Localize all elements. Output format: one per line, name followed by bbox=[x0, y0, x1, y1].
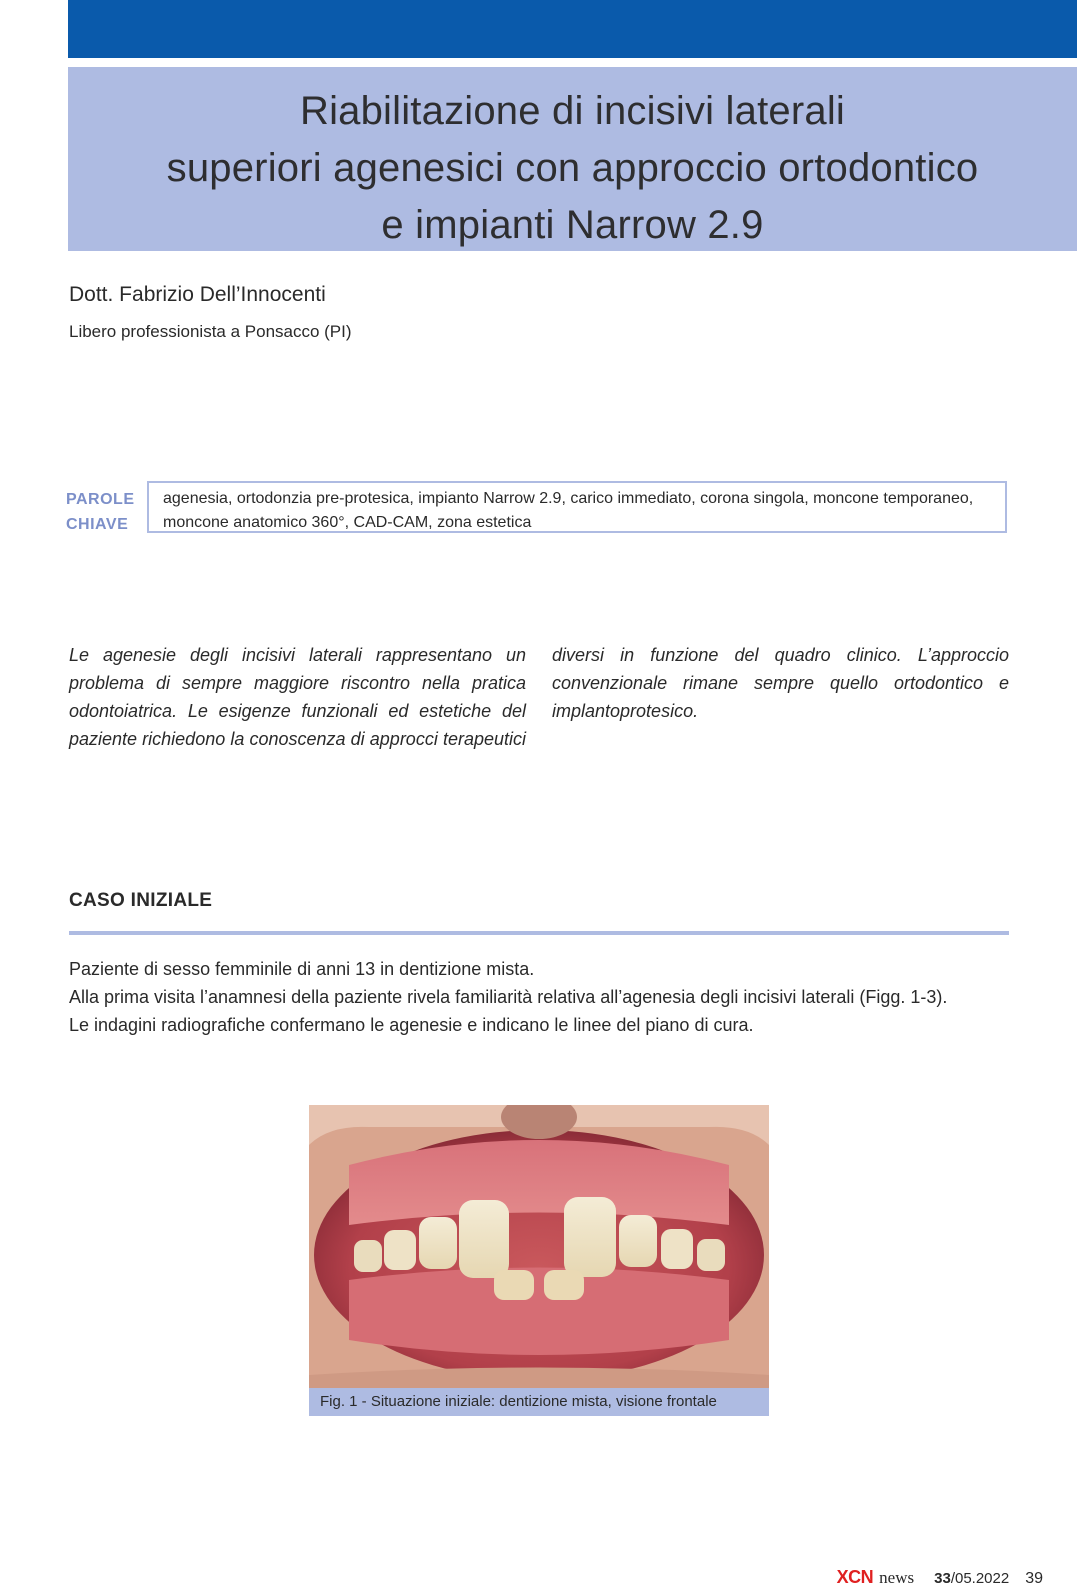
keywords-box: agenesia, ortodonzia pre-protesica, impianto Narrow 2.9, carico immediato, corona singola, moncone temporaneo, moncone anatomico 360°, CAD-CAM, zona estetica bbox=[147, 481, 1007, 533]
body-paragraph-1: Paziente di sesso femminile di anni 13 in dentizione mista. bbox=[69, 959, 535, 979]
page-number: 39 bbox=[1025, 1570, 1043, 1587]
keywords-label-line-2: CHIAVE bbox=[66, 516, 129, 533]
author-name: Dott. Fabrizio Dell’Innocenti bbox=[69, 283, 326, 306]
issue-info bbox=[934, 1570, 1009, 1587]
figure-caption: Fig. 1 - Situazione iniziale: dentizione mista, visione frontale bbox=[309, 1388, 769, 1416]
keywords-label bbox=[66, 487, 134, 537]
top-color-bar bbox=[68, 0, 1077, 58]
issue-number: 33 bbox=[934, 1570, 951, 1587]
title-line-3: e impianti Narrow 2.9 bbox=[381, 203, 764, 247]
body-paragraph-3: Le indagini radiografiche confermano le agenesie e indicano le linee del piano di cura. bbox=[69, 1015, 754, 1035]
article-title bbox=[68, 67, 1077, 254]
body-paragraph-2: Alla prima visita l’anamnesi della paziente rivela familiarità relativa all’agenesia degli incisivi laterali (Figg. 1-3). bbox=[69, 987, 948, 1007]
dental-photo-illustration bbox=[309, 1105, 769, 1388]
figure-1 bbox=[309, 1105, 769, 1416]
dental-photo bbox=[309, 1105, 769, 1388]
title-line-1: Riabilitazione di incisivi laterali bbox=[299, 89, 845, 133]
abstract-text: Le agenesie degli incisivi laterali rappresentano un problema di sempre maggiore riscontro nella pratica odontoiatrica. Le esigenze funzionali ed estetiche del paziente richiedono la conoscenza di approcci terapeutici diversi in funzione del quadro clinico. L’approccio convenzionale rimane sempre quello ortodontico e implantoprotesico. bbox=[69, 645, 1009, 749]
section-title: CASO INIZIALE bbox=[69, 890, 213, 911]
page-footer bbox=[837, 1567, 1043, 1588]
author-affiliation: Libero professionista a Ponsacco (PI) bbox=[69, 322, 352, 341]
xcn-logo: XCN bbox=[836, 1567, 874, 1587]
title-band bbox=[68, 67, 1077, 251]
section-divider bbox=[69, 931, 1009, 935]
section-body bbox=[69, 955, 1019, 1039]
issue-date: /05.2022 bbox=[950, 1570, 1010, 1587]
title-line-2: superiori agenesici con approccio ortodontico bbox=[166, 146, 979, 190]
keywords-label-line-1: PAROLE bbox=[66, 491, 135, 508]
xcn-logo-news: news bbox=[879, 1568, 915, 1587]
